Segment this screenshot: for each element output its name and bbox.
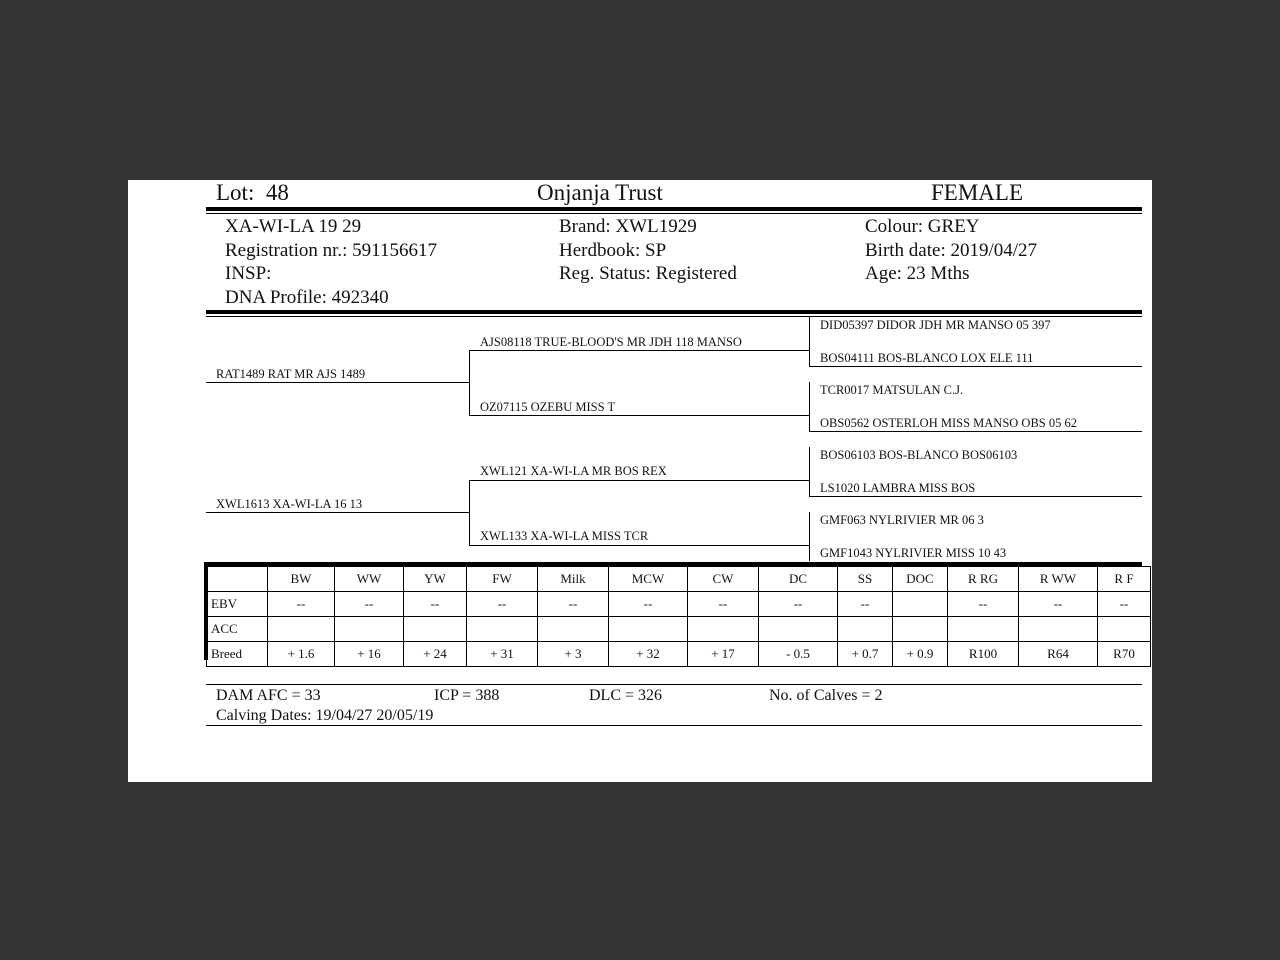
ebv-column-header: DOC — [893, 567, 948, 592]
ebv-column-header: MCW — [609, 567, 688, 592]
ebv-cell: + 1.6 — [268, 642, 335, 667]
header-rule-thick — [206, 207, 1142, 211]
ebv-cell — [1019, 617, 1098, 642]
ebv-cell: - 0.5 — [759, 642, 838, 667]
ebv-cell: -- — [335, 592, 404, 617]
ebv-row-label: ACC — [207, 617, 268, 642]
ebv-cell — [1098, 617, 1151, 642]
ebv-column-header: WW — [335, 567, 404, 592]
ebv-column-header: R F — [1098, 567, 1151, 592]
pedigree-line — [809, 431, 1142, 432]
pedigree-line — [469, 480, 810, 481]
ebv-column-header: R WW — [1019, 567, 1098, 592]
pedigree-connector — [809, 317, 810, 366]
ebv-row — [207, 617, 1151, 642]
ebv-cell: -- — [467, 592, 538, 617]
ebv-cell — [467, 617, 538, 642]
ebv-column-header: R RG — [948, 567, 1019, 592]
herdbook-field: Herdbook: SP — [559, 240, 667, 261]
brand-field: Brand: XWL1929 — [559, 216, 697, 237]
pedigree-g3-6: LS1020 LAMBRA MISS BOS — [820, 481, 976, 495]
ebv-cell — [404, 617, 467, 642]
pedigree-line — [206, 512, 470, 513]
ebv-cell: R70 — [1098, 642, 1151, 667]
pedigree-connector — [809, 512, 810, 561]
ebv-cell: -- — [268, 592, 335, 617]
info-rule-thick — [206, 310, 1142, 314]
ebv-cell: -- — [688, 592, 759, 617]
ebv-column-header: FW — [467, 567, 538, 592]
registration-number: Registration nr.: 591156617 — [225, 240, 437, 261]
pedigree-g3-7: GMF063 NYLRIVIER MR 06 3 — [820, 513, 984, 527]
ebv-cell: -- — [1098, 592, 1151, 617]
lot-label: Lot: 48 — [216, 180, 289, 205]
ebv-row — [207, 642, 1151, 667]
icp-value: ICP = 388 — [434, 687, 500, 704]
ebv-table — [206, 566, 1151, 667]
dna-profile: DNA Profile: 492340 — [225, 287, 389, 308]
ebv-corner-cell — [207, 567, 268, 592]
ebv-cell: -- — [1019, 592, 1098, 617]
pedigree-g3-2: BOS04111 BOS-BLANCO LOX ELE 111 — [820, 351, 1034, 365]
ebv-cell: + 31 — [467, 642, 538, 667]
ebv-cell: -- — [838, 592, 893, 617]
ebv-column-header: Milk — [538, 567, 609, 592]
ebv-column-header: BW — [268, 567, 335, 592]
ebv-column-header: YW — [404, 567, 467, 592]
ebv-cell — [538, 617, 609, 642]
pedigree-g3-8: GMF1043 NYLRIVIER MISS 10 43 — [820, 546, 1007, 560]
animal-name: XA-WI-LA 19 29 — [225, 216, 362, 237]
info-rule-thin — [206, 316, 1142, 317]
ebv-column-header: CW — [688, 567, 759, 592]
catalog-page — [128, 180, 1152, 782]
ebv-cell — [838, 617, 893, 642]
calves-count: No. of Calves = 2 — [769, 687, 883, 704]
pedigree-g3-5: BOS06103 BOS-BLANCO BOS06103 — [820, 448, 1018, 462]
ebv-cell: -- — [609, 592, 688, 617]
pedigree-dam: XWL1613 XA-WI-LA 16 13 — [216, 497, 363, 511]
ebv-cell: + 0.7 — [838, 642, 893, 667]
dlc-value: DLC = 326 — [589, 687, 663, 704]
ebv-cell: -- — [538, 592, 609, 617]
pedigree-line — [469, 415, 810, 416]
sex-label: FEMALE — [931, 180, 1023, 205]
pedigree-sire-sire: AJS08118 TRUE-BLOOD'S MR JDH 118 MANSO — [480, 335, 742, 349]
pedigree-line — [206, 382, 470, 383]
dam-afc: DAM AFC = 33 — [216, 687, 321, 704]
colour-field: Colour: GREY — [865, 216, 980, 237]
ebv-cell: + 24 — [404, 642, 467, 667]
ebv-cell — [893, 617, 948, 642]
ebv-cell — [609, 617, 688, 642]
ebv-cell — [335, 617, 404, 642]
footer-rule-top — [206, 684, 1142, 685]
footer-rule-bottom — [206, 725, 1142, 726]
ebv-cell — [759, 617, 838, 642]
ebv-cell: + 16 — [335, 642, 404, 667]
header-rule-thin — [206, 213, 1142, 214]
ebv-cell: R100 — [948, 642, 1019, 667]
calving-dates: Calving Dates: 19/04/27 20/05/19 — [216, 707, 434, 724]
pedigree-connector — [809, 382, 810, 431]
owner-name: Onjanja Trust — [537, 180, 663, 205]
ebv-row-label: Breed — [207, 642, 268, 667]
ebv-column-header: DC — [759, 567, 838, 592]
pedigree-sire-dam: OZ07115 OZEBU MISS T — [480, 400, 616, 414]
pedigree-connector — [809, 447, 810, 496]
pedigree-line — [469, 545, 810, 546]
ebv-row-label: EBV — [207, 592, 268, 617]
ebv-cell: -- — [404, 592, 467, 617]
ebv-cell: + 17 — [688, 642, 759, 667]
ebv-cell: R64 — [1019, 642, 1098, 667]
age-field: Age: 23 Mths — [865, 263, 970, 284]
lot-number: 48 — [265, 180, 289, 205]
ebv-row — [207, 592, 1151, 617]
birth-date-field: Birth date: 2019/04/27 — [865, 240, 1038, 261]
ebv-cell: -- — [759, 592, 838, 617]
reg-status-field: Reg. Status: Registered — [559, 263, 737, 284]
ebv-column-header: SS — [838, 567, 893, 592]
ebv-cell — [893, 592, 948, 617]
ebv-cell — [268, 617, 335, 642]
pedigree-dam-dam: XWL133 XA-WI-LA MISS TCR — [480, 529, 649, 543]
pedigree-dam-sire: XWL121 XA-WI-LA MR BOS REX — [480, 464, 667, 478]
pedigree-connector — [469, 350, 470, 415]
ebv-cell: + 32 — [609, 642, 688, 667]
pedigree-g3-1: DID05397 DIDOR JDH MR MANSO 05 397 — [820, 318, 1051, 332]
ebv-cell — [948, 617, 1019, 642]
pedigree-g3-3: TCR0017 MATSULAN C.J. — [820, 383, 964, 397]
pedigree-connector — [469, 480, 470, 545]
ebv-cell: + 0.9 — [893, 642, 948, 667]
pedigree-line — [809, 366, 1142, 367]
ebv-cell: -- — [948, 592, 1019, 617]
pedigree-sire: RAT1489 RAT MR AJS 1489 — [216, 367, 366, 381]
pedigree-line — [469, 350, 810, 351]
ebv-cell: + 3 — [538, 642, 609, 667]
pedigree-g3-4: OBS0562 OSTERLOH MISS MANSO OBS 05 62 — [820, 416, 1077, 430]
insp-field: INSP: — [225, 263, 272, 284]
pedigree-line — [809, 496, 1142, 497]
ebv-header-row — [207, 567, 1151, 592]
ebv-cell — [688, 617, 759, 642]
